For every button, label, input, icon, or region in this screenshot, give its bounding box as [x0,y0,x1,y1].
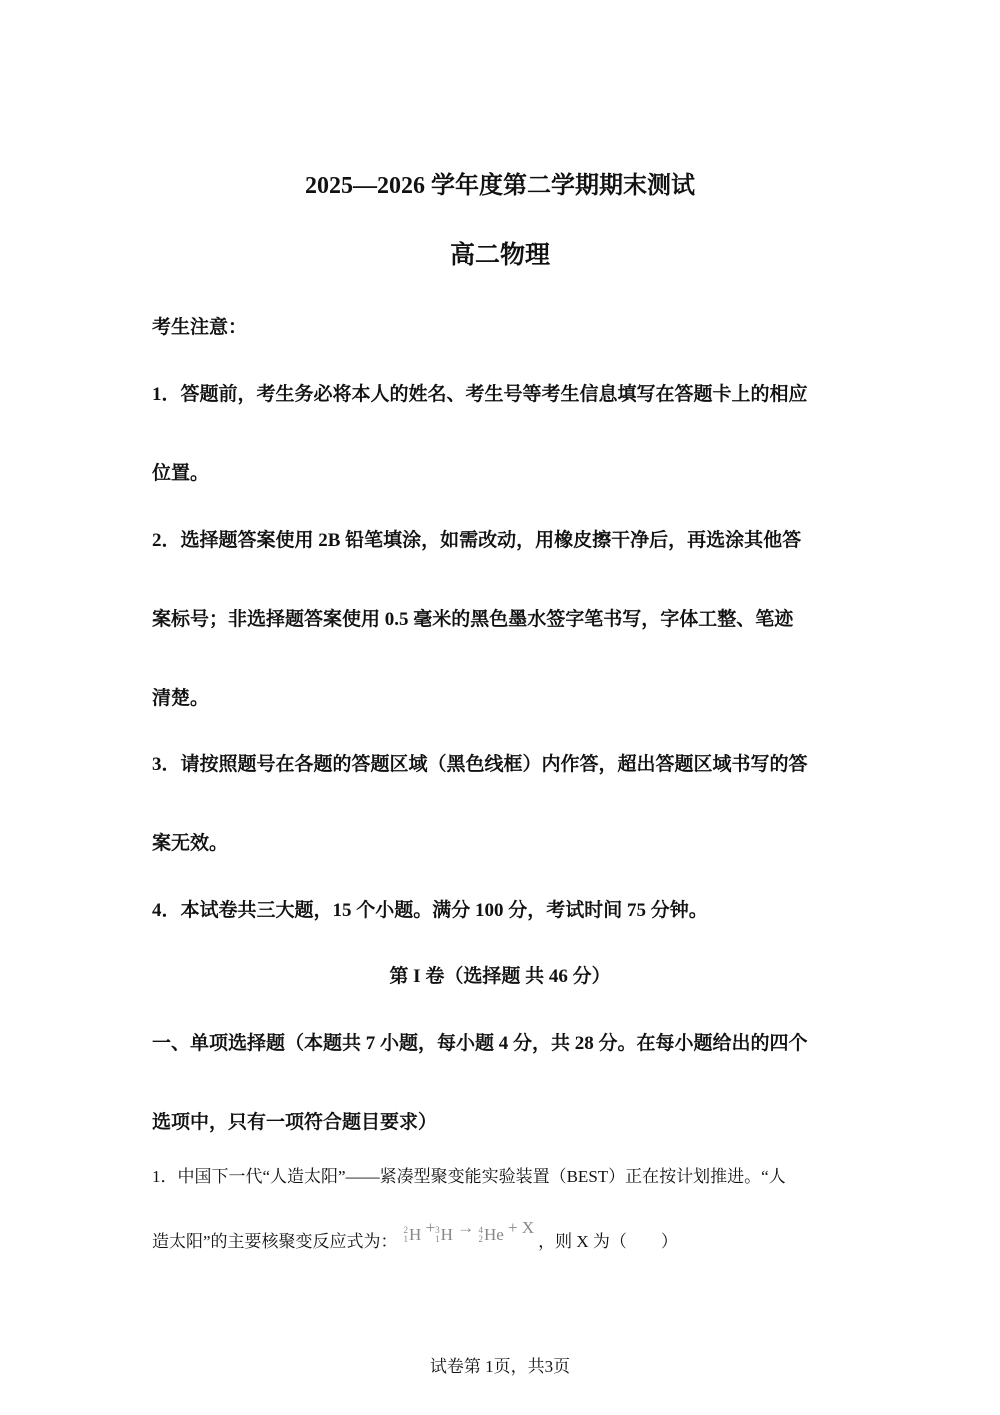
section-1-heading-line-1: 一、单项选择题（本题共 7 小题，每小题 4 分，共 28 分。在每小题给出的四个 [152,1033,808,1054]
question-1-line-2 [152,1218,852,1262]
tritium-nuclide: 3 1 H [435,1225,453,1244]
reaction-arrow: → [457,1218,475,1237]
notice-item-3-line-2: 案无效。 [152,833,229,854]
section-1-heading-line-2: 选项中，只有一项符合题目要求） [152,1112,438,1133]
unknown-particle: X [521,1218,535,1237]
fusion-equation: 2 1 H + 3 1 H → 4 2 He + X [404,1215,535,1248]
page-footer: 试卷第 1页，共3页 [429,1357,571,1376]
notice-item-1-line-2: 位置。 [152,463,210,484]
notice-item-2-line-2: 案标号；非选择题答案使用 0.5 毫米的黑色墨水签字笔书写，字体工整、笔迹 [152,609,794,630]
notice-item-3-line-1: 3．请按照题号在各题的答题区域（黑色线框）内作答，超出答题区域书写的答 [152,754,808,775]
exam-title: 2025—2026 学年度第二学期期末测试 [305,173,695,199]
helium-nuclide: 4 2 He [478,1225,504,1244]
question-1-prefix: 造太阳”的主要核聚变反应式为： [152,1232,398,1251]
notice-item-2-line-3: 清楚。 [152,688,210,709]
notice-heading: 考生注意： [152,317,248,338]
question-1-line-1: 1．中国下一代“人造太阳”——紧凑型聚变能实验装置（BEST）正在按计划推进。“人 [152,1167,786,1186]
notice-item-4: 4．本试卷共三大题，15 个小题。满分 100 分，考试时间 75 分钟。 [152,900,708,921]
volume-heading: 第 I 卷（选择题 共 46 分） [389,966,611,987]
question-1-suffix: ，则 X 为（ ） [538,1232,678,1251]
deuterium-nuclide: 2 1 H [403,1225,422,1244]
exam-subject: 高二物理 [449,242,550,269]
notice-item-2-line-1: 2．选择题答案使用 2B 铅笔填涂，如需改动，用橡皮擦干净后，再选涂其他答 [152,530,802,551]
notice-item-1-line-1: 1．答题前，考生务必将本人的姓名、考生号等考生信息填写在答题卡上的相应 [152,384,808,405]
